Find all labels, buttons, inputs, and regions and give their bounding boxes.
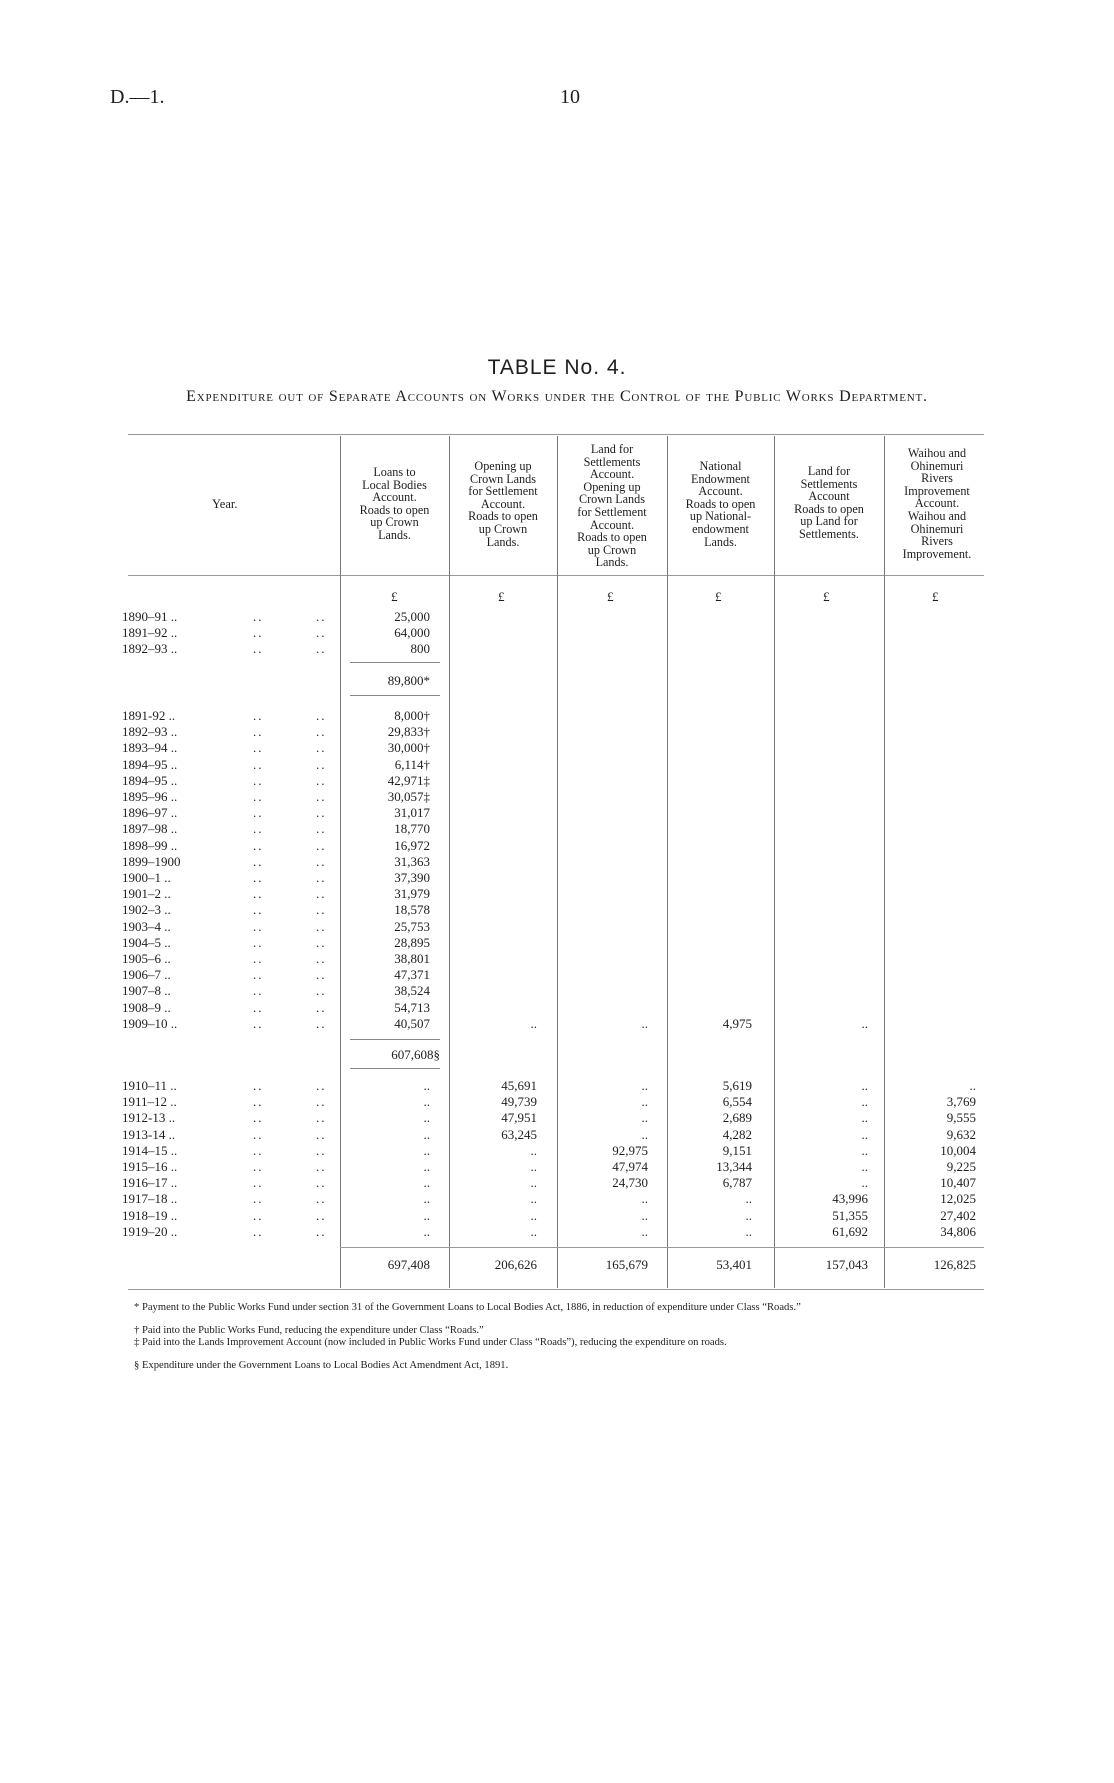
cell-value: 38,524	[394, 983, 430, 999]
cell-value: ..	[745, 1223, 752, 1239]
column-header-line: Local Bodies	[362, 477, 427, 492]
cell-value: ..	[745, 1207, 752, 1223]
leader-dots: ..	[253, 837, 264, 853]
year-label: 1892–93 ..	[122, 724, 178, 740]
leader-dots: ..	[253, 902, 264, 918]
leader-dots: ..	[253, 1078, 264, 1093]
cell-value: ..	[861, 1126, 868, 1142]
column-header-line: Lands.	[595, 555, 629, 570]
column-header-line: Roads to open	[577, 530, 647, 545]
column-header-line: Account.	[698, 484, 743, 499]
cell-value: 45,691	[501, 1078, 537, 1093]
cell-value: 47,951	[501, 1110, 537, 1126]
cell-value: 8,000†	[394, 708, 430, 723]
cell-value: 12,025	[940, 1191, 976, 1207]
column-header-line: for Settlement	[577, 504, 647, 519]
column-header-line: Settlements	[800, 476, 858, 491]
column-header-line: Ohinemuri	[910, 458, 964, 473]
leader-dots: ..	[316, 821, 327, 837]
year-label: 1919–20 ..	[122, 1223, 178, 1239]
currency-symbol: £	[715, 589, 722, 604]
cell-value: ..	[969, 1078, 976, 1093]
year-label: 1899–1900	[122, 853, 181, 869]
column-header-line: Waihou and	[907, 446, 967, 460]
cell-value: ..	[423, 1175, 430, 1191]
cell-value: 4,975	[722, 1015, 752, 1031]
page-number: 10	[560, 86, 580, 108]
column-total: 165,679	[605, 1257, 648, 1272]
cell-value: 37,390	[394, 870, 430, 885]
cell-value: 6,787	[722, 1175, 752, 1191]
cell-value: ..	[530, 1015, 537, 1031]
cell-value: 31,363	[394, 853, 430, 869]
leader-dots: ..	[316, 1078, 327, 1093]
column-header-line: Account.	[589, 517, 635, 532]
column-header-line: for Settlement	[468, 484, 538, 499]
column-header-line: Account.	[480, 496, 526, 511]
column-header-line: Ohinemuri	[910, 521, 964, 536]
currency-symbol: £	[391, 589, 398, 604]
year-label: 1911–12 ..	[122, 1094, 177, 1110]
cell-value: ..	[423, 1110, 430, 1126]
column-header-line: endowment	[692, 521, 749, 536]
cell-value: 800	[410, 641, 430, 657]
cell-value: ..	[745, 1191, 752, 1207]
cell-value: ..	[530, 1142, 537, 1158]
cell-value: ..	[861, 1015, 868, 1031]
cell-value: ..	[423, 1142, 430, 1158]
year-label: 1906–7 ..	[122, 967, 171, 983]
leader-dots: ..	[253, 641, 264, 657]
cell-value: 13,344	[716, 1159, 752, 1174]
leader-dots: ..	[253, 821, 264, 837]
cell-value: 10,004	[940, 1142, 976, 1158]
column-header-line: Land for	[807, 464, 851, 478]
cell-value: 30,000†	[387, 740, 430, 756]
leader-dots: ..	[316, 789, 327, 804]
leader-dots: ..	[316, 983, 327, 999]
leader-dots: ..	[316, 1142, 327, 1158]
footnote: ‡ Paid into the Lands Improvement Account (now included in Public Works Fund under Class “Roads”), reducing the expenditure on roads.	[134, 1336, 727, 1348]
leader-dots: ..	[253, 1094, 264, 1110]
column-header-line: Roads to open	[685, 496, 756, 511]
leader-dots: ..	[253, 967, 264, 983]
footnote: † Paid into the Public Works Fund, reducing the expenditure under Class “Roads.”	[134, 1325, 484, 1336]
table-title: TABLE No. 4.	[487, 356, 627, 379]
cell-value: 18,770	[394, 821, 430, 837]
cell-value: ..	[423, 1207, 430, 1223]
year-label: 1893–94 ..	[122, 740, 178, 756]
year-label: 1890–91 ..	[122, 609, 178, 624]
year-label: 1907–8 ..	[122, 983, 171, 999]
cell-value: 25,753	[394, 918, 430, 934]
year-label: 1901–2 ..	[122, 886, 171, 902]
leader-dots: ..	[316, 756, 327, 772]
year-column-header: Year.	[212, 497, 238, 511]
cell-value: ..	[641, 1078, 648, 1093]
column-header-line: National	[699, 459, 742, 473]
cell-value: 4,282	[722, 1126, 752, 1142]
column-header-line: Account.	[589, 467, 635, 482]
leader-dots: ..	[253, 1159, 264, 1174]
leader-dots: ..	[253, 983, 264, 999]
cell-value: ..	[530, 1191, 537, 1207]
cell-value: 31,017	[394, 805, 430, 821]
cell-value: 51,355	[832, 1207, 868, 1223]
currency-symbol: £	[607, 589, 614, 604]
leader-dots: ..	[316, 967, 327, 983]
cell-value: 42,971‡	[387, 772, 430, 788]
group2-subtotal: 607,608§	[391, 1047, 440, 1062]
cell-value: ..	[861, 1142, 868, 1158]
year-label: 1912-13 ..	[122, 1110, 176, 1126]
cell-value: 49,739	[501, 1094, 537, 1110]
header-top-rule	[128, 434, 984, 435]
cell-value: 28,895	[394, 934, 430, 950]
column-header-line: Land for	[590, 442, 634, 456]
leader-dots: ..	[316, 934, 327, 950]
cell-value: ..	[423, 1223, 430, 1239]
leader-dots: ..	[253, 740, 264, 756]
leader-dots: ..	[253, 625, 264, 641]
leader-dots: ..	[316, 999, 327, 1015]
cell-value: 9,632	[946, 1126, 976, 1142]
year-label: 1891-92 ..	[122, 708, 176, 723]
column-header-line: Waihou and	[907, 508, 967, 523]
leader-dots: ..	[253, 918, 264, 934]
column-header-line: up Crown	[478, 521, 528, 536]
cell-value: 61,692	[832, 1223, 868, 1239]
cell-value: 9,555	[946, 1110, 976, 1126]
subtotal-rule	[350, 662, 440, 663]
column-header-line: Account.	[372, 490, 417, 505]
leader-dots: ..	[316, 1223, 327, 1239]
subtotal-rule	[350, 1068, 440, 1069]
cell-value: 6,114†	[394, 756, 430, 772]
leader-dots: ..	[316, 805, 327, 821]
year-label: 1917–18 ..	[122, 1191, 178, 1207]
cell-value: 6,554	[722, 1094, 752, 1110]
cell-value: ..	[530, 1223, 537, 1239]
column-header-2	[449, 460, 557, 548]
cell-value: 92,975	[612, 1142, 648, 1158]
cell-value: 25,000	[394, 609, 430, 624]
leader-dots: ..	[316, 740, 327, 756]
column-header-line: Rivers	[921, 471, 953, 486]
cell-value: 10,407	[940, 1175, 976, 1191]
leader-dots: ..	[253, 772, 264, 788]
column-header-line: Opening up	[583, 479, 641, 494]
cell-value: 3,769	[946, 1094, 976, 1110]
leader-dots: ..	[316, 1094, 327, 1110]
column-header-line: Roads to open	[794, 501, 864, 516]
leader-dots: ..	[316, 886, 327, 902]
column-total: 697,408	[387, 1257, 430, 1272]
leader-dots: ..	[253, 853, 264, 869]
leader-dots: ..	[316, 870, 327, 885]
column-total: 206,626	[494, 1257, 537, 1272]
cell-value: ..	[530, 1159, 537, 1174]
cell-value: 54,713	[394, 999, 430, 1015]
column-header-line: Settlements.	[799, 526, 859, 541]
year-label: 1892–93 ..	[122, 641, 178, 657]
leader-dots: ..	[253, 724, 264, 740]
cell-value: 40,507	[394, 1015, 430, 1031]
leader-dots: ..	[316, 641, 327, 657]
leader-dots: ..	[316, 609, 327, 624]
cell-value: ..	[423, 1078, 430, 1093]
year-label: 1894–95 ..	[122, 772, 178, 788]
cell-value: ..	[641, 1015, 648, 1031]
cell-value: ..	[530, 1207, 537, 1223]
cell-value: ..	[423, 1126, 430, 1142]
leader-dots: ..	[316, 1191, 327, 1207]
cell-value: ..	[530, 1175, 537, 1191]
leader-dots: ..	[253, 951, 264, 966]
column-header-line: Lands.	[486, 534, 520, 549]
cell-value: ..	[641, 1223, 648, 1239]
subtotal-rule	[350, 1039, 440, 1040]
currency-symbol: £	[932, 589, 939, 604]
leader-dots: ..	[316, 837, 327, 853]
leader-dots: ..	[316, 902, 327, 918]
cell-value: ..	[861, 1175, 868, 1191]
cell-value: ..	[861, 1078, 868, 1093]
cell-value: 9,151	[722, 1142, 752, 1158]
column-header-line: Improvement.	[902, 546, 972, 561]
cell-value: ..	[861, 1159, 868, 1174]
cell-value: 30,057‡	[387, 789, 430, 804]
cell-value: ..	[641, 1110, 648, 1126]
cell-value: 63,245	[501, 1126, 537, 1142]
year-label: 1909–10 ..	[122, 1015, 178, 1031]
year-label: 1914–15 ..	[122, 1142, 178, 1158]
column-header-line: Account	[808, 489, 850, 504]
cell-value: 47,974	[612, 1159, 648, 1174]
leader-dots: ..	[253, 756, 264, 772]
column-header-line: up Crown	[370, 515, 419, 530]
column-header-1	[340, 466, 449, 542]
leader-dots: ..	[253, 1110, 264, 1126]
cell-value: ..	[641, 1126, 648, 1142]
leader-dots: ..	[253, 1175, 264, 1191]
cell-value: ..	[641, 1207, 648, 1223]
leader-dots: ..	[253, 1191, 264, 1207]
leader-dots: ..	[316, 853, 327, 869]
column-total: 126,825	[933, 1257, 976, 1272]
year-label: 1910–11 ..	[122, 1078, 177, 1093]
year-label: 1904–5 ..	[122, 934, 171, 950]
table-subtitle: Expenditure out of Separate Accounts on Works under the Control of the Public Works Department.	[186, 388, 928, 405]
year-label: 1894–95 ..	[122, 756, 178, 772]
year-label: 1908–9 ..	[122, 999, 171, 1015]
leader-dots: ..	[253, 1126, 264, 1142]
column-header-line: Endowment	[691, 471, 750, 486]
column-total: 53,401	[716, 1257, 752, 1272]
column-header-line: Roads to open	[359, 502, 430, 517]
leader-dots: ..	[253, 1207, 264, 1223]
column-header-line: Account.	[914, 496, 960, 511]
leader-dots: ..	[316, 1207, 327, 1223]
cell-value: 18,578	[394, 902, 430, 918]
cell-value: ..	[861, 1110, 868, 1126]
header-bottom-rule	[128, 575, 984, 576]
leader-dots: ..	[253, 999, 264, 1015]
leader-dots: ..	[316, 918, 327, 934]
footnote: § Expenditure under the Government Loans to Local Bodies Act Amendment Act, 1891.	[134, 1359, 509, 1371]
column-header-line: Rivers	[921, 534, 953, 549]
year-label: 1905–6 ..	[122, 951, 171, 966]
column-header-6	[884, 447, 990, 560]
leader-dots: ..	[316, 951, 327, 966]
leader-dots: ..	[316, 1126, 327, 1142]
leader-dots: ..	[253, 1223, 264, 1239]
leader-dots: ..	[316, 1159, 327, 1174]
column-header-3	[557, 443, 667, 569]
column-header-line: Crown Lands	[578, 492, 645, 507]
currency-symbol: £	[823, 589, 830, 604]
leader-dots: ..	[316, 1015, 327, 1031]
year-label: 1902–3 ..	[122, 902, 171, 918]
cell-value: 43,996	[832, 1191, 868, 1207]
column-header-line: Crown Lands	[469, 471, 536, 486]
year-label: 1895–96 ..	[122, 789, 178, 804]
cell-value: ..	[641, 1191, 648, 1207]
subtotal-rule	[350, 695, 440, 696]
year-label: 1916–17 ..	[122, 1175, 178, 1191]
leader-dots: ..	[316, 772, 327, 788]
leader-dots: ..	[253, 805, 264, 821]
totals-rule	[340, 1247, 984, 1248]
column-header-line: Loans to	[373, 465, 416, 479]
cell-value: 5,619	[722, 1078, 752, 1093]
year-label: 1900–1 ..	[122, 870, 171, 885]
leader-dots: ..	[316, 708, 327, 723]
column-header-line: Lands.	[704, 534, 737, 549]
column-header-4	[667, 460, 774, 548]
cell-value: 38,801	[394, 951, 430, 966]
year-label: 1891–92 ..	[122, 625, 178, 641]
column-header-line: up Land for	[800, 514, 858, 529]
leader-dots: ..	[253, 609, 264, 624]
currency-symbol: £	[498, 589, 505, 604]
column-header-line: Settlements	[583, 454, 641, 469]
cell-value: ..	[423, 1094, 430, 1110]
year-label: 1913-14 ..	[122, 1126, 176, 1142]
cell-value: 27,402	[940, 1207, 976, 1223]
cell-value: 2,689	[722, 1110, 752, 1126]
cell-value: ..	[423, 1159, 430, 1174]
column-header-line: up Crown	[587, 542, 637, 557]
leader-dots: ..	[253, 1142, 264, 1158]
cell-value: 16,972	[394, 837, 430, 853]
cell-value: 9,225	[946, 1159, 976, 1174]
leader-dots: ..	[253, 934, 264, 950]
leader-dots: ..	[316, 724, 327, 740]
cell-value: ..	[861, 1094, 868, 1110]
column-header-line: Roads to open	[468, 509, 538, 524]
footnote: * Payment to the Public Works Fund under section 31 of the Government Loans to Local Bodies Act, 1886, in reduction of expenditure under Class “Roads.”	[134, 1302, 801, 1313]
year-label: 1915–16 ..	[122, 1159, 178, 1174]
table-bottom-rule	[128, 1289, 984, 1290]
leader-dots: ..	[253, 870, 264, 885]
leader-dots: ..	[253, 886, 264, 902]
year-label: 1897–98 ..	[122, 821, 178, 837]
column-header-line: Improvement	[904, 483, 970, 498]
leader-dots: ..	[316, 1175, 327, 1191]
cell-value: ..	[641, 1094, 648, 1110]
group1-subtotal: 89,800*	[387, 673, 430, 688]
column-header-line: Lands.	[378, 527, 411, 542]
column-total: 157,043	[825, 1257, 868, 1272]
column-header-5	[774, 465, 884, 541]
leader-dots: ..	[316, 625, 327, 641]
cell-value: 31,979	[394, 886, 430, 902]
cell-value: 47,371	[394, 967, 430, 983]
column-header-line: Opening up	[474, 459, 532, 473]
leader-dots: ..	[253, 1015, 264, 1031]
column-header-line: up National-	[689, 509, 752, 524]
leader-dots: ..	[253, 789, 264, 804]
cell-value: 29,833†	[387, 724, 430, 740]
year-label: 1918–19 ..	[122, 1207, 178, 1223]
year-label: 1896–97 ..	[122, 805, 178, 821]
year-label: 1898–99 ..	[122, 837, 178, 853]
cell-value: 24,730	[612, 1175, 648, 1191]
year-label: 1903–4 ..	[122, 918, 171, 934]
page-ref: D.—1.	[110, 86, 165, 108]
leader-dots: ..	[316, 1110, 327, 1126]
cell-value: 34,806	[940, 1223, 976, 1239]
leader-dots: ..	[253, 708, 264, 723]
cell-value: 64,000	[394, 625, 430, 641]
cell-value: ..	[423, 1191, 430, 1207]
